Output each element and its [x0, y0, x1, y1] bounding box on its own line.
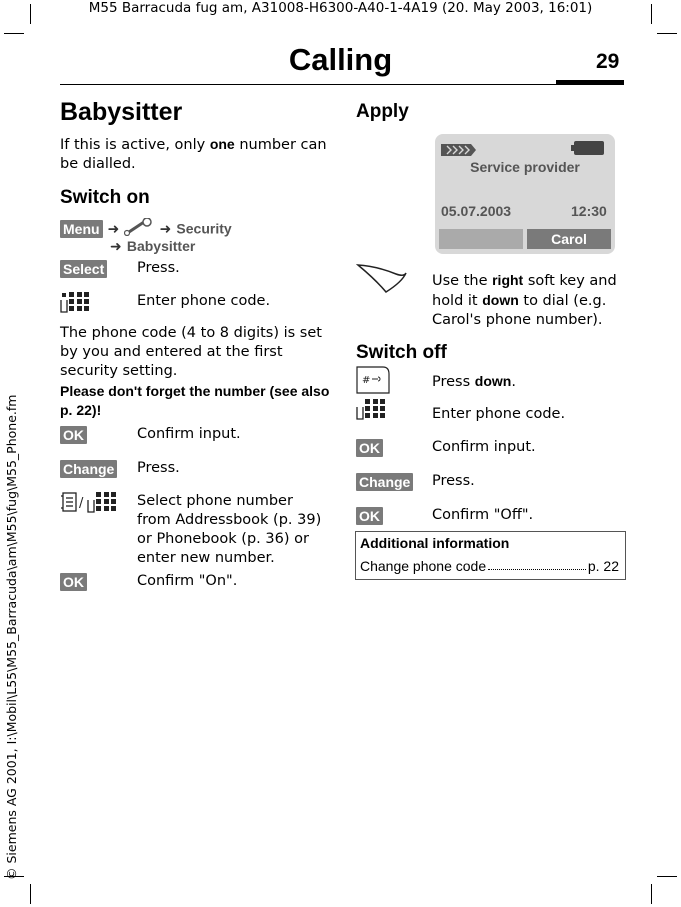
change-key: Change [60, 460, 117, 478]
ok-key: OK [356, 507, 383, 525]
menu-key: Menu [60, 220, 103, 238]
crop-mark [657, 33, 677, 34]
para-line: The phone code (4 to 8 digits) is set [60, 325, 322, 341]
additional-info-entry [360, 558, 619, 574]
para-line: by you and entered at the first [60, 344, 283, 360]
crop-mark [651, 884, 652, 904]
change-key: Change [356, 473, 413, 491]
battery-icon [571, 140, 605, 159]
arrow-right-icon: ➜ [107, 221, 120, 238]
intro-bold: one [209, 136, 235, 152]
select-line: Select phone number [137, 493, 293, 509]
step-ok [60, 425, 87, 444]
additional-info-label: Change phone code [360, 558, 487, 574]
additional-info-box [355, 531, 626, 580]
step-ok-text: Confirm input. [137, 426, 241, 442]
arrow-right-icon: ➜ [110, 239, 122, 255]
crop-mark [30, 884, 31, 904]
additional-info-page[interactable]: p. 22 [587, 558, 619, 574]
press-down-text [432, 372, 516, 392]
page-number: 29 [596, 50, 620, 73]
keypad-icon [88, 492, 116, 512]
apply-bold: down [482, 292, 519, 308]
warning-line: Please don't forget the number (see also [60, 383, 330, 399]
step-change-right [356, 472, 413, 491]
crop-mark [4, 33, 24, 34]
phone-display [435, 134, 615, 254]
dot-leader [488, 569, 586, 570]
step-ok-off [356, 506, 383, 525]
additional-info-title: Additional information [360, 535, 510, 551]
apply-pre: hold it [432, 293, 483, 309]
step-keypad-text: Enter phone code. [137, 293, 271, 309]
keypad-icon [60, 290, 90, 318]
svg-text:/: / [79, 496, 84, 511]
ok-key: OK [60, 426, 87, 444]
step-select-text: Press. [137, 260, 180, 276]
confirm-input-text: Confirm input. [432, 439, 536, 455]
keypad-icon [356, 397, 386, 425]
switch-on-heading: Switch on [60, 187, 150, 208]
addressbook-icon [61, 493, 76, 511]
intro-text [60, 135, 330, 174]
press-bold: down [474, 373, 512, 389]
softkey-right: Carol [527, 229, 611, 249]
display-date: 05.07.2003 [441, 203, 512, 219]
step-ok-right [356, 438, 383, 457]
intro-line2: be dialled. [60, 156, 136, 172]
phone-code-paragraph [60, 324, 330, 381]
select-number-text [137, 492, 337, 568]
change-press-text: Press. [432, 473, 475, 489]
menu-step-security: Security [176, 220, 232, 237]
apply-text [432, 271, 632, 330]
menu-step-babysitter: Babysitter [126, 238, 196, 254]
softkey-left [439, 229, 523, 249]
crop-mark [657, 876, 677, 877]
page-number-rule [556, 80, 624, 84]
select-key: Select [60, 260, 107, 278]
press-pre: Press [432, 374, 475, 390]
ok-key: OK [356, 439, 383, 457]
section-heading-babysitter: Babysitter [60, 98, 183, 126]
apply-line [432, 311, 632, 330]
apply-post: soft key and [523, 273, 617, 289]
right-soft-key-icon [356, 262, 408, 298]
step-ok-on [60, 572, 87, 591]
apply-bold: right [492, 272, 524, 288]
doc-info: M55 Barracuda fug am, A31008-H6300-A40-1-4A19 (20. May 2003, 16:01) [88, 0, 593, 16]
enter-code-text: Enter phone code. [432, 406, 566, 422]
apply-line [432, 271, 632, 291]
menu-path-line2 [110, 236, 195, 255]
apply-heading: Apply [356, 101, 409, 122]
warning-text [60, 382, 335, 420]
intro-pre: If this is active, only [60, 137, 210, 153]
hash-key-icon [356, 366, 390, 398]
step-ok-on-text: Confirm "On". [137, 573, 238, 589]
apply-pre: Use the [432, 273, 493, 289]
page-title: Calling [288, 42, 393, 77]
apply-post: to dial (e.g. [518, 293, 607, 309]
apply-pre: Carol's phone number). [432, 312, 603, 328]
step-select [60, 259, 107, 278]
select-line: enter new number. [137, 550, 275, 566]
select-line: or Phonebook (p. 36) or [137, 531, 309, 547]
confirm-off-text: Confirm "Off". [432, 507, 534, 523]
ok-key: OK [60, 573, 87, 591]
side-note: © Siemens AG 2001, I:\Mobil\L55\M55_Barracuda\am\M55\fug\M55_Phone.fm [4, 394, 19, 880]
step-change [60, 459, 117, 478]
service-provider-label: Service provider [470, 159, 580, 175]
header-rule [60, 84, 624, 85]
intro-post: number can [234, 137, 327, 153]
para-line: security setting. [60, 363, 178, 379]
step-change-text: Press. [137, 460, 180, 476]
display-time: 12:30 [571, 203, 607, 219]
select-line: from Addressbook (p. 39) [137, 512, 322, 528]
switch-off-heading: Switch off [356, 342, 447, 363]
signal-strength-icon [441, 141, 477, 160]
warning-line: p. 22)! [60, 402, 102, 418]
apply-line [432, 291, 632, 311]
press-post: . [511, 374, 516, 390]
arrow-right-icon: ➜ [159, 221, 172, 238]
addressbook-keypad-icons [60, 490, 120, 518]
svg-text:#: # [362, 375, 371, 386]
